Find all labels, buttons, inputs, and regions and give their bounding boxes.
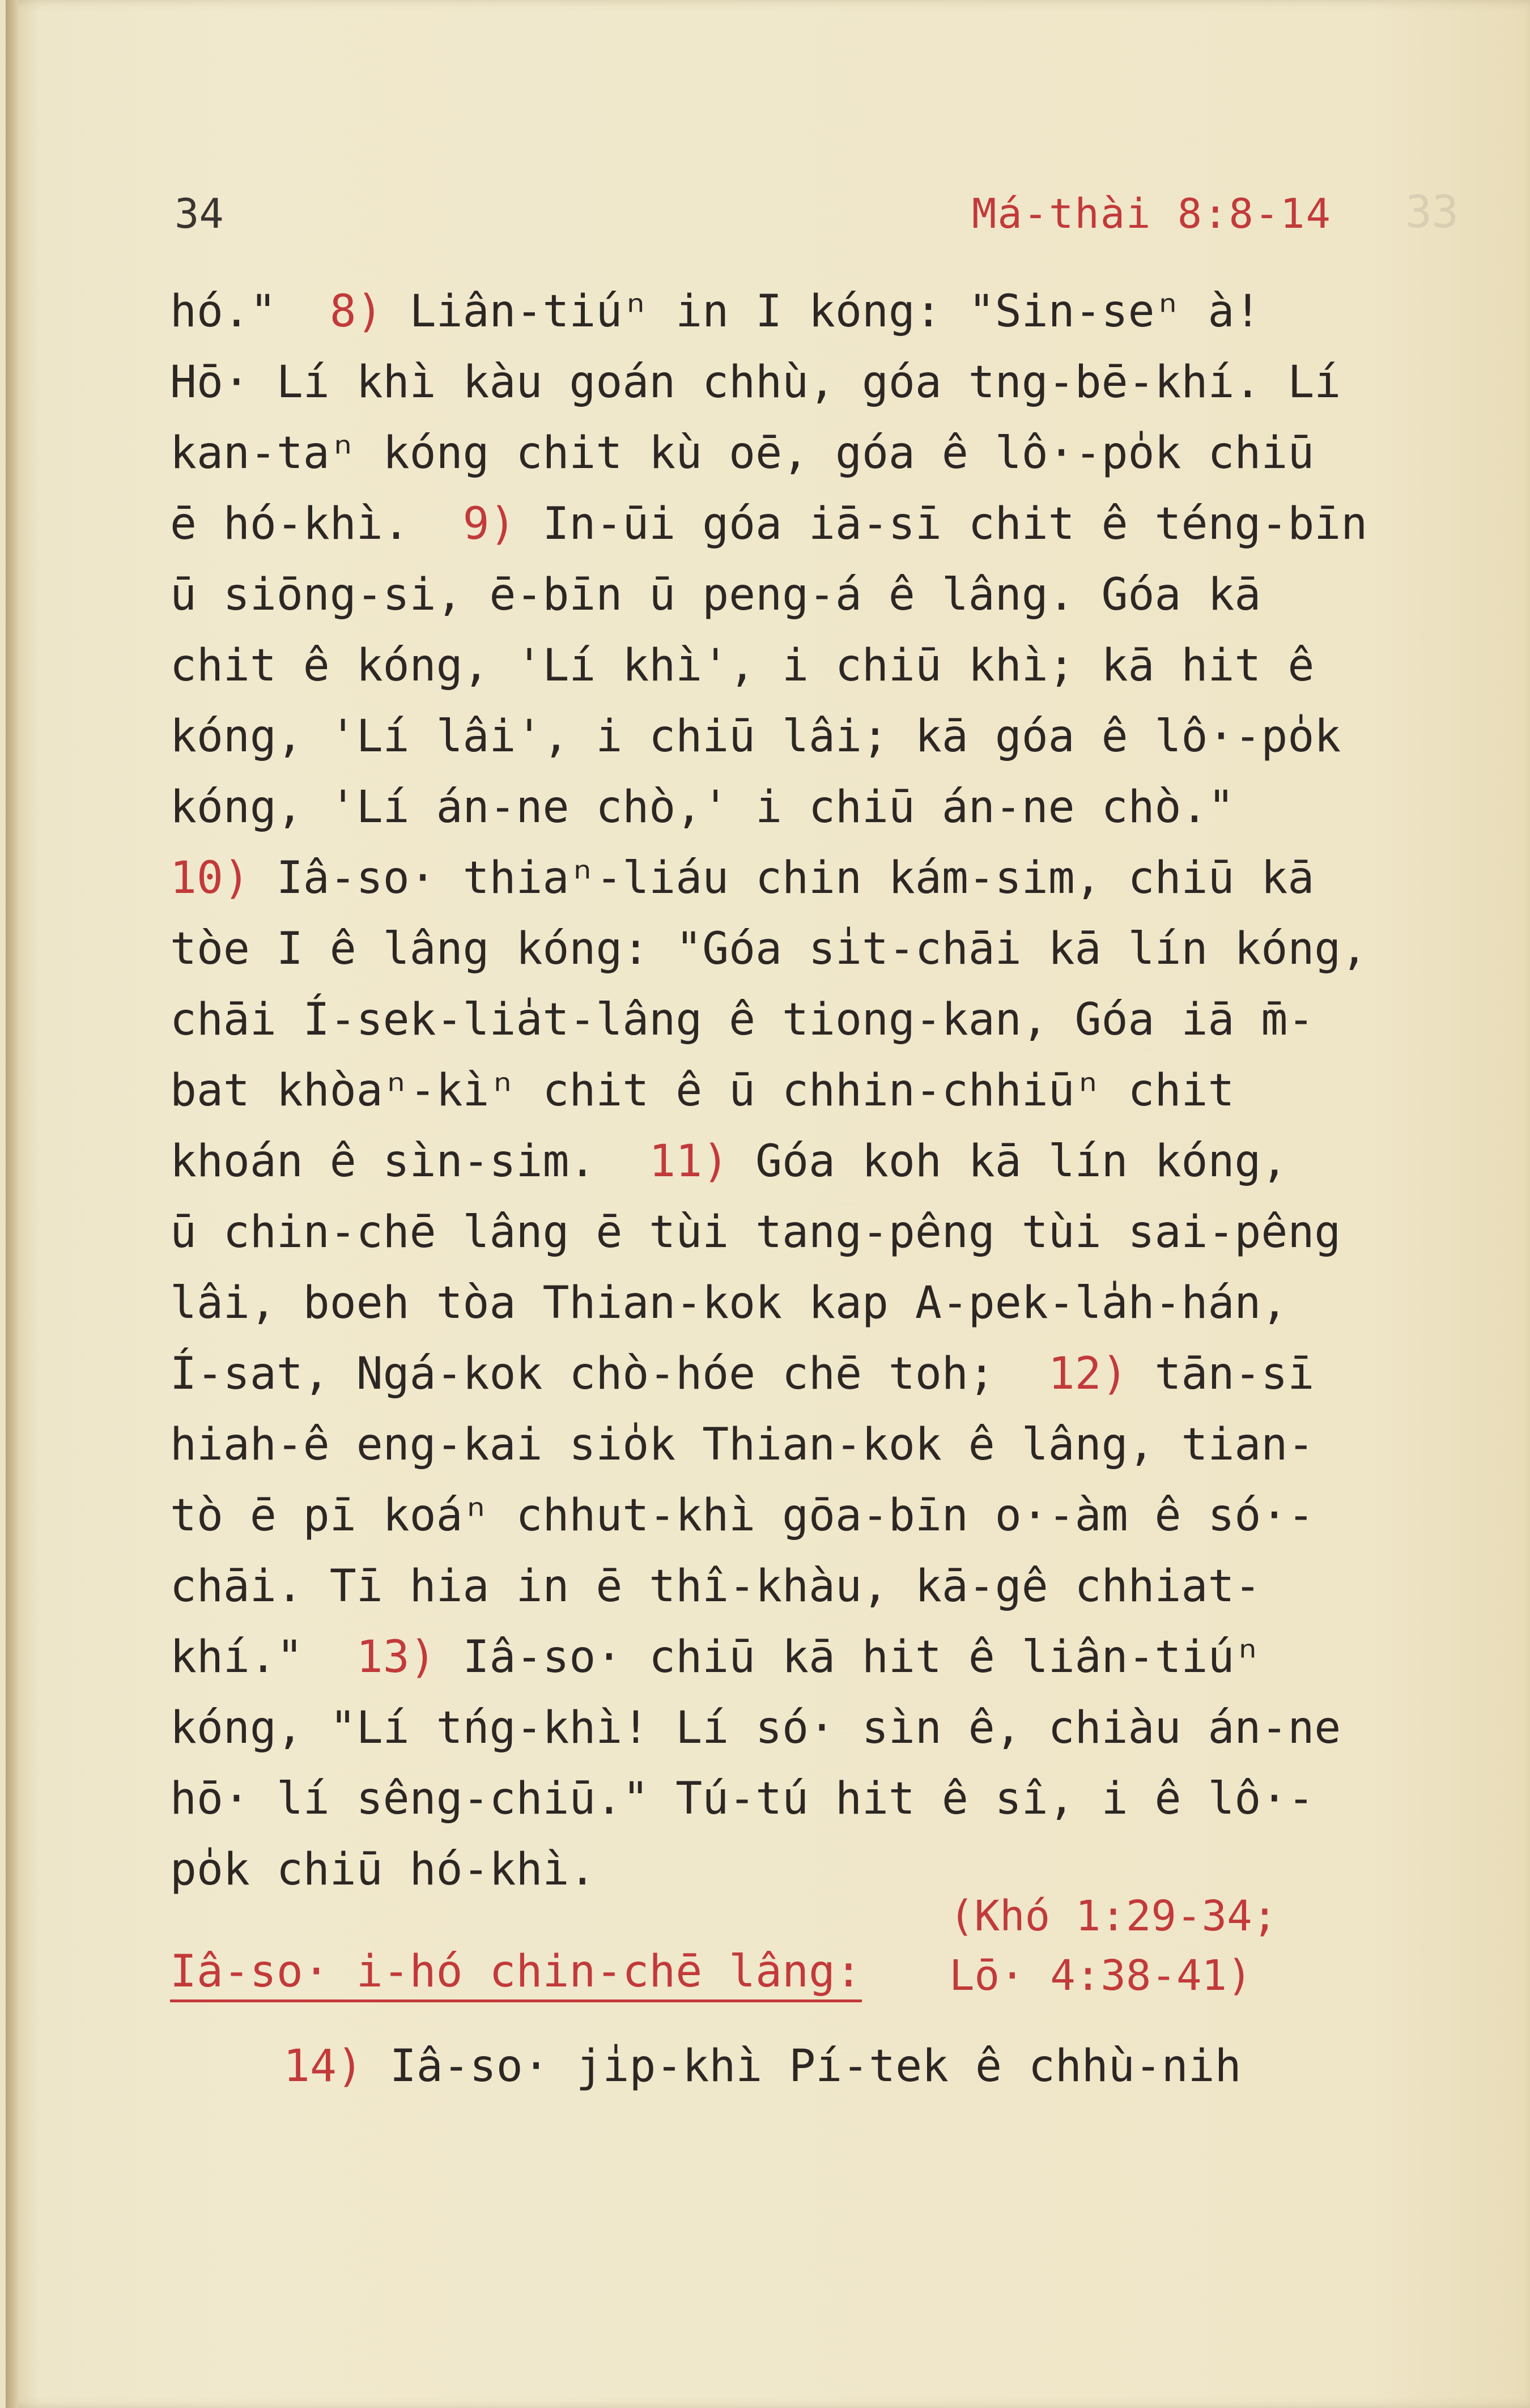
- text-line: [283, 2031, 1242, 2102]
- line-text: tān-sī: [1128, 1348, 1315, 1399]
- text-line: [170, 1126, 1473, 1197]
- verse-number: 12): [1048, 1348, 1128, 1399]
- text-line: [170, 1268, 1473, 1339]
- line-text: tò ē pī koáⁿ chhut-khì gōa-bīn o·-àm ê só·-: [170, 1490, 1315, 1541]
- line-text: tòe I ê lâng kóng: "Góa si̍t-chāi kā lín kóng,: [170, 924, 1368, 975]
- line-text: Iâ-so· thiaⁿ-liáu chin kám-sim, chiū kā: [249, 853, 1315, 904]
- line-text: kóng, 'Lí án-ne chò,' i chiū án-ne chò.": [170, 782, 1235, 833]
- line-text: Hō· Lí khì kàu goán chhù, góa tng-bē-khí. Lí: [170, 357, 1341, 408]
- text-line: [170, 347, 1473, 418]
- text-line: [170, 1339, 1473, 1410]
- verse-number: 10): [170, 853, 250, 904]
- line-text: kan-taⁿ kóng chit kù oē, góa ê lô·-po̍k chiū: [170, 428, 1315, 479]
- verse-number: 11): [649, 1136, 729, 1187]
- verse-number: 8): [329, 286, 383, 337]
- page-number: 34: [175, 190, 224, 237]
- text-line: [170, 1551, 1473, 1622]
- line-text: ē hó-khì.: [170, 499, 463, 550]
- text-line: [170, 1764, 1473, 1835]
- text-line: [170, 843, 1473, 914]
- page-edge: [6, 0, 18, 2408]
- running-head: Má-thài 8:8-14: [972, 190, 1332, 237]
- text-line: [170, 1056, 1473, 1126]
- line-text: hiah-ê eng-kai sio̍k Thian-kok ê lâng, tian-: [170, 1419, 1315, 1470]
- text-line: [170, 914, 1473, 985]
- line-text: hó.": [170, 286, 330, 337]
- text-line: [170, 1410, 1473, 1480]
- text-line: [170, 560, 1473, 631]
- cross-reference-line: (Khó 1:29-34;: [949, 1892, 1278, 1941]
- text-line: [170, 985, 1473, 1056]
- line-text: bat khòaⁿ-kìⁿ chit ê ū chhin-chhiūⁿ chit: [170, 1065, 1235, 1116]
- line-text: kóng, "Lí tńg-khì! Lí só· sìn ê, chiàu án-ne: [170, 1703, 1341, 1754]
- text-line: [170, 489, 1473, 560]
- section-heading: Iâ-so· i-hó chin-chē lâng:: [170, 1946, 862, 2002]
- text-line: [170, 772, 1473, 843]
- text-line: [170, 1197, 1473, 1268]
- line-text: Iâ-so· chiū kā hit ê liân-tiúⁿ: [436, 1632, 1261, 1683]
- line-text: chāi. Tī hia in ē thî-khàu, kā-gê chhiat-: [170, 1561, 1261, 1612]
- line-text: khoán ê sìn-sim.: [170, 1136, 649, 1187]
- line-text: Iâ-so· ji̍p-khì Pí-tek ê chhù-nih: [363, 2041, 1242, 2092]
- verse-number: 14): [283, 2041, 363, 2092]
- text-line: [170, 418, 1473, 489]
- text-line: [170, 276, 1473, 347]
- line-text: khí.": [170, 1632, 356, 1683]
- scripture-text: [170, 276, 1473, 1905]
- page-header: [0, 190, 1530, 246]
- line-text: In-ūi góa iā-sī chit ê téng-bīn: [516, 499, 1368, 550]
- line-text: po̍k chiū hó-khì.: [170, 1844, 596, 1895]
- verse-number: 9): [462, 499, 516, 550]
- cross-reference-line: Lō· 4:38-41): [949, 1951, 1252, 2000]
- line-text: ū chin-chē lâng ē tùi tang-pêng tùi sai-pêng: [170, 1207, 1341, 1258]
- line-text: Liân-tiúⁿ in I kóng: "Sin-seⁿ à!: [382, 286, 1261, 337]
- text-line: [170, 1622, 1473, 1693]
- line-text: lâi, boeh tòa Thian-kok kap A-pek-la̍h-hán,: [170, 1278, 1288, 1329]
- line-text: Í-sat, Ngá-kok chò-hóe chē toh;: [170, 1348, 1048, 1399]
- line-text: chāi Í-sek-lia̍t-lâng ê tiong-kan, Góa iā m̄-: [170, 994, 1315, 1045]
- line-text: hō· lí sêng-chiū." Tú-tú hit ê sî, i ê lô·-: [170, 1773, 1315, 1824]
- verse-number: 13): [356, 1632, 436, 1683]
- text-line: [170, 1480, 1473, 1551]
- text-line: [170, 1835, 1473, 1905]
- line-text: chit ê kóng, 'Lí khì', i chiū khì; kā hit ê: [170, 640, 1315, 691]
- line-text: ū siōng-si, ē-bīn ū peng-á ê lâng. Góa kā: [170, 569, 1261, 620]
- text-line: [170, 701, 1473, 772]
- text-line: [170, 1693, 1473, 1764]
- cross-references: [949, 1887, 1277, 2006]
- text-line: [170, 631, 1473, 701]
- line-text: Góa koh kā lín kóng,: [729, 1136, 1288, 1187]
- line-text: kóng, 'Lí lâi', i chiū lâi; kā góa ê lô·-po̍k: [170, 711, 1341, 762]
- show-through-marks: 33: [1405, 187, 1459, 238]
